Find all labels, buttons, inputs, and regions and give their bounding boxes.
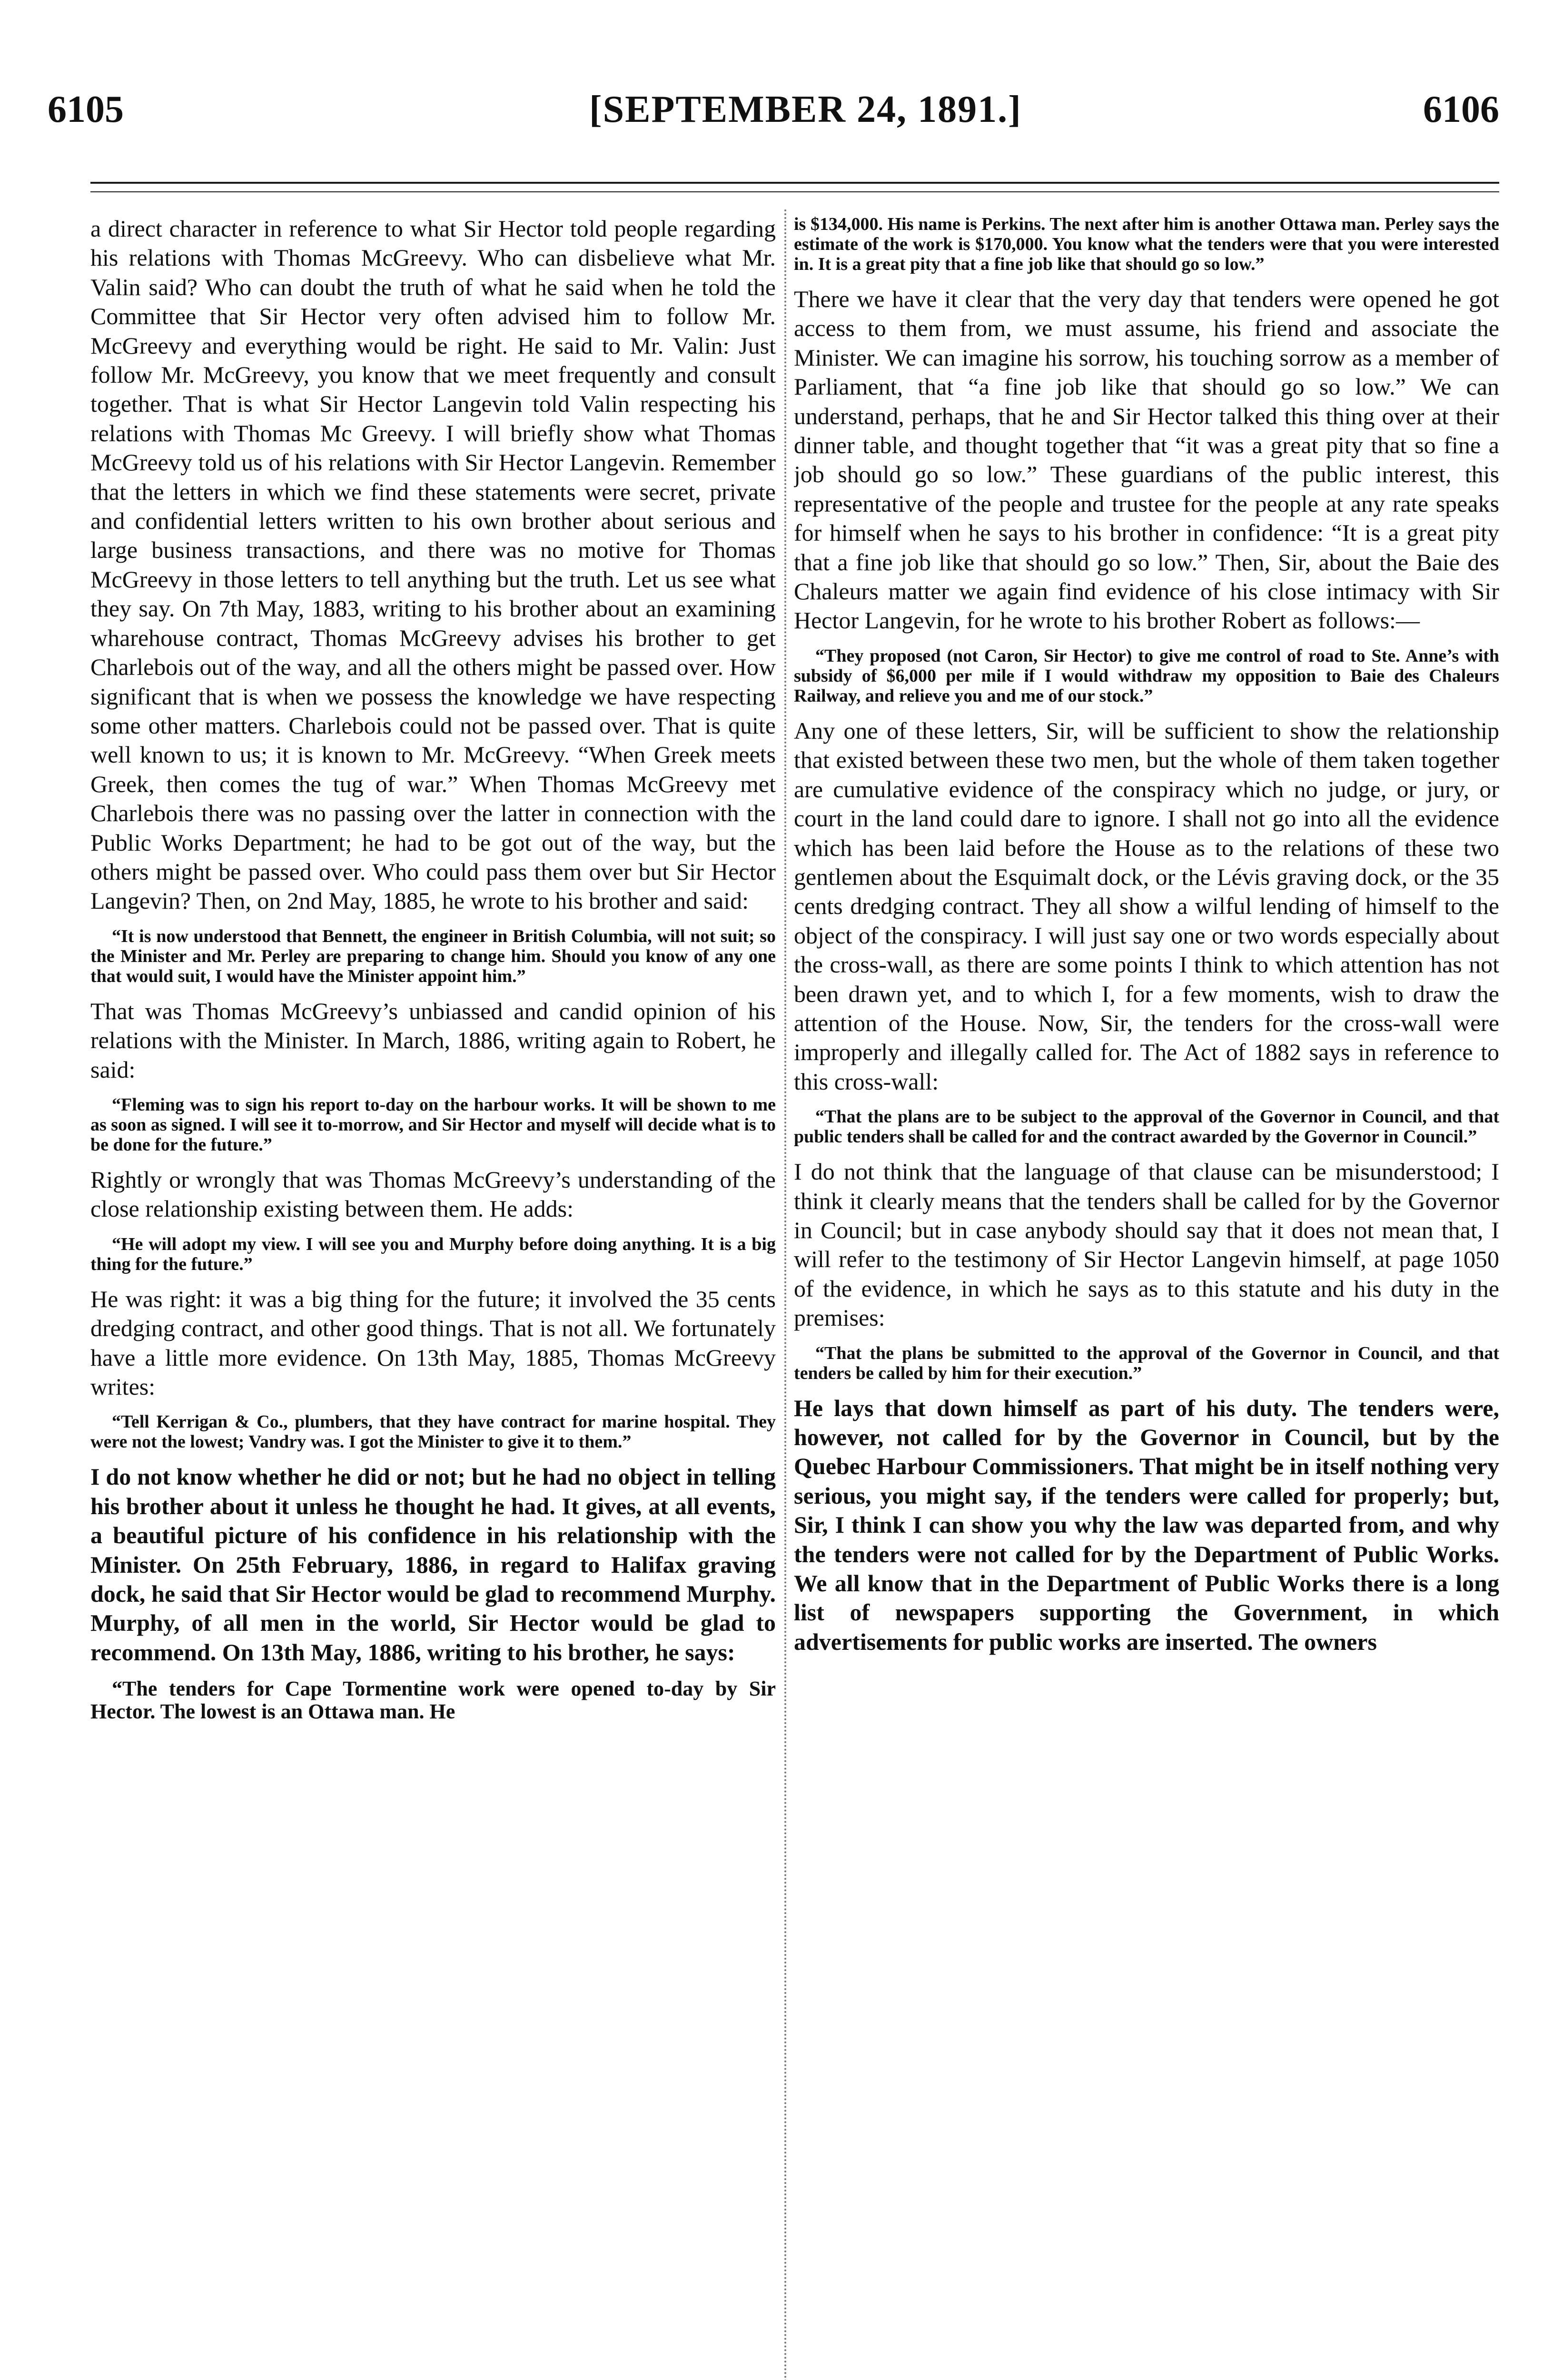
- quotation: “It is now understood that Bennett, the engineer in British Columbia, will not suit; so the Minister and Mr. Perley are preparing to change him. Should you know of any one that would suit, I would have the Minister appoint him.”: [90, 926, 776, 986]
- quotation: “Tell Kerrigan & Co., plumbers, that they have contract for marine hospital. They were not the lowest; Vandry was. I got the Minister to give it to them.”: [90, 1412, 776, 1452]
- page-date-header: [SEPTEMBER 24, 1891.]: [589, 89, 1022, 130]
- paragraph: He was right: it was a big thing for the future; it involved the 35 cents dredging contract, and other good things. That is not all. We fortunately have a little more evidence. On 13th May, 1885, Thomas McGreevy writes:: [90, 1285, 776, 1400]
- paragraph: There we have it clear that the very day that tenders were opened he got access to them from, we must assume, his friend and associate the Minister. We can imagine his sorrow, his touching sorrow as a member of Parliament, that “a fine job like that should go so low.” We can understand, perhaps, that he and Sir Hector talked this thing over at their dinner table, and thought together that “it was a great pity that so fine a job should go so low.” These guardians of the public interest, this representative of the people and trustee for the people at any rate speaks for himself when he says to his brother in confidence: “It is a great pity that a fine job like that should go so low.” Then, Sir, about the Baie des Chaleurs matter we again find evidence of his close intimacy with Sir Hector Langevin, for he wrote to his brother Robert as follows:—: [794, 286, 1499, 634]
- header-rule-thin: [90, 191, 1499, 192]
- quotation: is $134,000. His name is Perkins. The next after him is another Ottawa man. Perley says the estimate of the work is $170,000. You know what the tenders were that you were interested in. It is a great pity that a fine job like that should go so low.”: [794, 214, 1499, 274]
- quotation: “Fleming was to sign his report to-day on the harbour works. It will be shown to me as soon as signed. I will see it to-morrow, and Sir Hector and myself will decide what is to be done for the future.”: [90, 1094, 776, 1155]
- quotation: “That the plans be submitted to the approval of the Governor in Council, and that tenders be called by him for their execution.”: [794, 1343, 1499, 1383]
- quotation: “He will adopt my view. I will see you and Murphy before doing anything. It is a big thing for the future.”: [90, 1234, 776, 1274]
- paragraph: That was Thomas McGreevy’s unbiassed and candid opinion of his relations with the Minister. In March, 1886, writing again to Robert, he said:: [90, 997, 776, 1083]
- paragraph: I do not think that the language of that clause can be misunderstood; I think it clearly means that the tenders shall be called for by the Governor in Council; but in case anybody should say that it does not mean that, I will refer to the testimony of Sir Hector Langevin himself, at page 1050 of the evidence, in which he says as to this statute and his duty in the premises:: [794, 1158, 1499, 1331]
- paragraph: a direct character in reference to what Sir Hector told people regarding his relations with Thomas McGreevy. Who can disbelieve what Mr. Valin said? Who can doubt the truth of what he said when he told the Committee that Sir Hector very often advised him to follow Mr. McGreevy and everything would be right. He said to Mr. Valin: Just follow Mr. McGreevy, you know that we meet frequently and consult together. That is what Sir Hector Langevin told Valin respecting his relations with Thomas Mc Greevy. I will briefly show what Thomas McGreevy told us of his relations with Sir Hector Langevin. Remember that the letters in which we find these statements were secret, private and confidential letters written to his own brother about serious and large business transactions, and there was no motive for Thomas McGreevy in those letters to tell anything but the truth. Let us see what they say. On 7th May, 1883, writing to his brother about an examining wharehouse contract, Thomas McGreevy advises his brother to get Charlebois out of the way, and all the others might be passed over. How significant that is when we possess the knowledge we have respecting some other matters. Charlebois could not be passed over. That is quite well known to us; it is known to Mr. McGreevy. “When Greek meets Greek, then comes the tug of war.” When Thomas McGreevy met Charlebois there was no passing over the latter in connection with the Public Works Department; he had to be got out of the way, but the others might be passed over. Who could pass them over but Sir Hector Langevin? Then, on 2nd May, 1885, he wrote to his brother and said:: [90, 215, 776, 914]
- left-column: [90, 214, 776, 2380]
- right-page-number: 6106: [1423, 89, 1499, 130]
- left-page-number: 6105: [48, 89, 124, 130]
- paragraph: I do not know whether he did or not; but he had no object in telling his brother about it unless he thought he had. It gives, at all events, a beautiful picture of his confidence in his relationship with the Minister. On 25th February, 1886, in regard to Halifax graving dock, he said that Sir Hector would be glad to recommend Murphy. Murphy, of all men in the world, Sir Hector would be glad to recommend. On 13th May, 1886, writing to his brother, he says:: [90, 1463, 776, 1666]
- quotation: “They proposed (not Caron, Sir Hector) to give me control of road to Ste. Anne’s with subsidy of $6,000 per mile if I would withdraw my opposition to Baie des Chaleurs Railway, and relieve you and me of our stock.”: [794, 645, 1499, 706]
- right-column: [794, 214, 1499, 2380]
- column-divider: [784, 209, 786, 2380]
- header-rule-thick: [90, 182, 1499, 184]
- paragraph: He lays that down himself as part of his duty. The tenders were, however, not called for by the Governor in Council, but by the Quebec Harbour Commissioners. That might be in itself nothing very serious, you might say, if the tenders were called for properly; but, Sir, I think I can show you why the law was departed from, and why the tenders were not called for by the Department of Public Works. We all know that in the Department of Public Works there is a long list of newspapers supporting the Government, in which advertisements for public works are inserted. The owners: [794, 1394, 1499, 1655]
- paragraph: Any one of these letters, Sir, will be sufficient to show the relationship that existed between these two men, but the whole of them taken together are cumulative evidence of the conspiracy which no judge, or jury, or court in the land could dare to ignore. I shall not go into all the evidence which has been laid before the House as to the relations of these two gentlemen about the Esquimalt dock, or the Lévis graving dock, or the 35 cents dredging contract. They all show a wilful lending of himself to the object of the conspiracy. I will just say one or two words especially about the cross-wall, as there are some points I think to which attention has not been drawn yet, and to which I, for a few moments, wish to draw the attention of the House. Now, Sir, the tenders for the cross-wall were improperly and illegally called for. The Act of 1882 says in reference to this cross-wall:: [794, 717, 1499, 1095]
- paragraph: Rightly or wrongly that was Thomas McGreevy’s understanding of the close relationship existing between them. He adds:: [90, 1166, 776, 1222]
- quotation: “The tenders for Cape Tormentine work were opened to-day by Sir Hector. The lowest is an Ottawa man. He: [90, 1677, 776, 1724]
- quotation: “That the plans are to be subject to the approval of the Governor in Council, and that public tenders shall be called for and the contract awarded by the Governor in Council.”: [794, 1107, 1499, 1147]
